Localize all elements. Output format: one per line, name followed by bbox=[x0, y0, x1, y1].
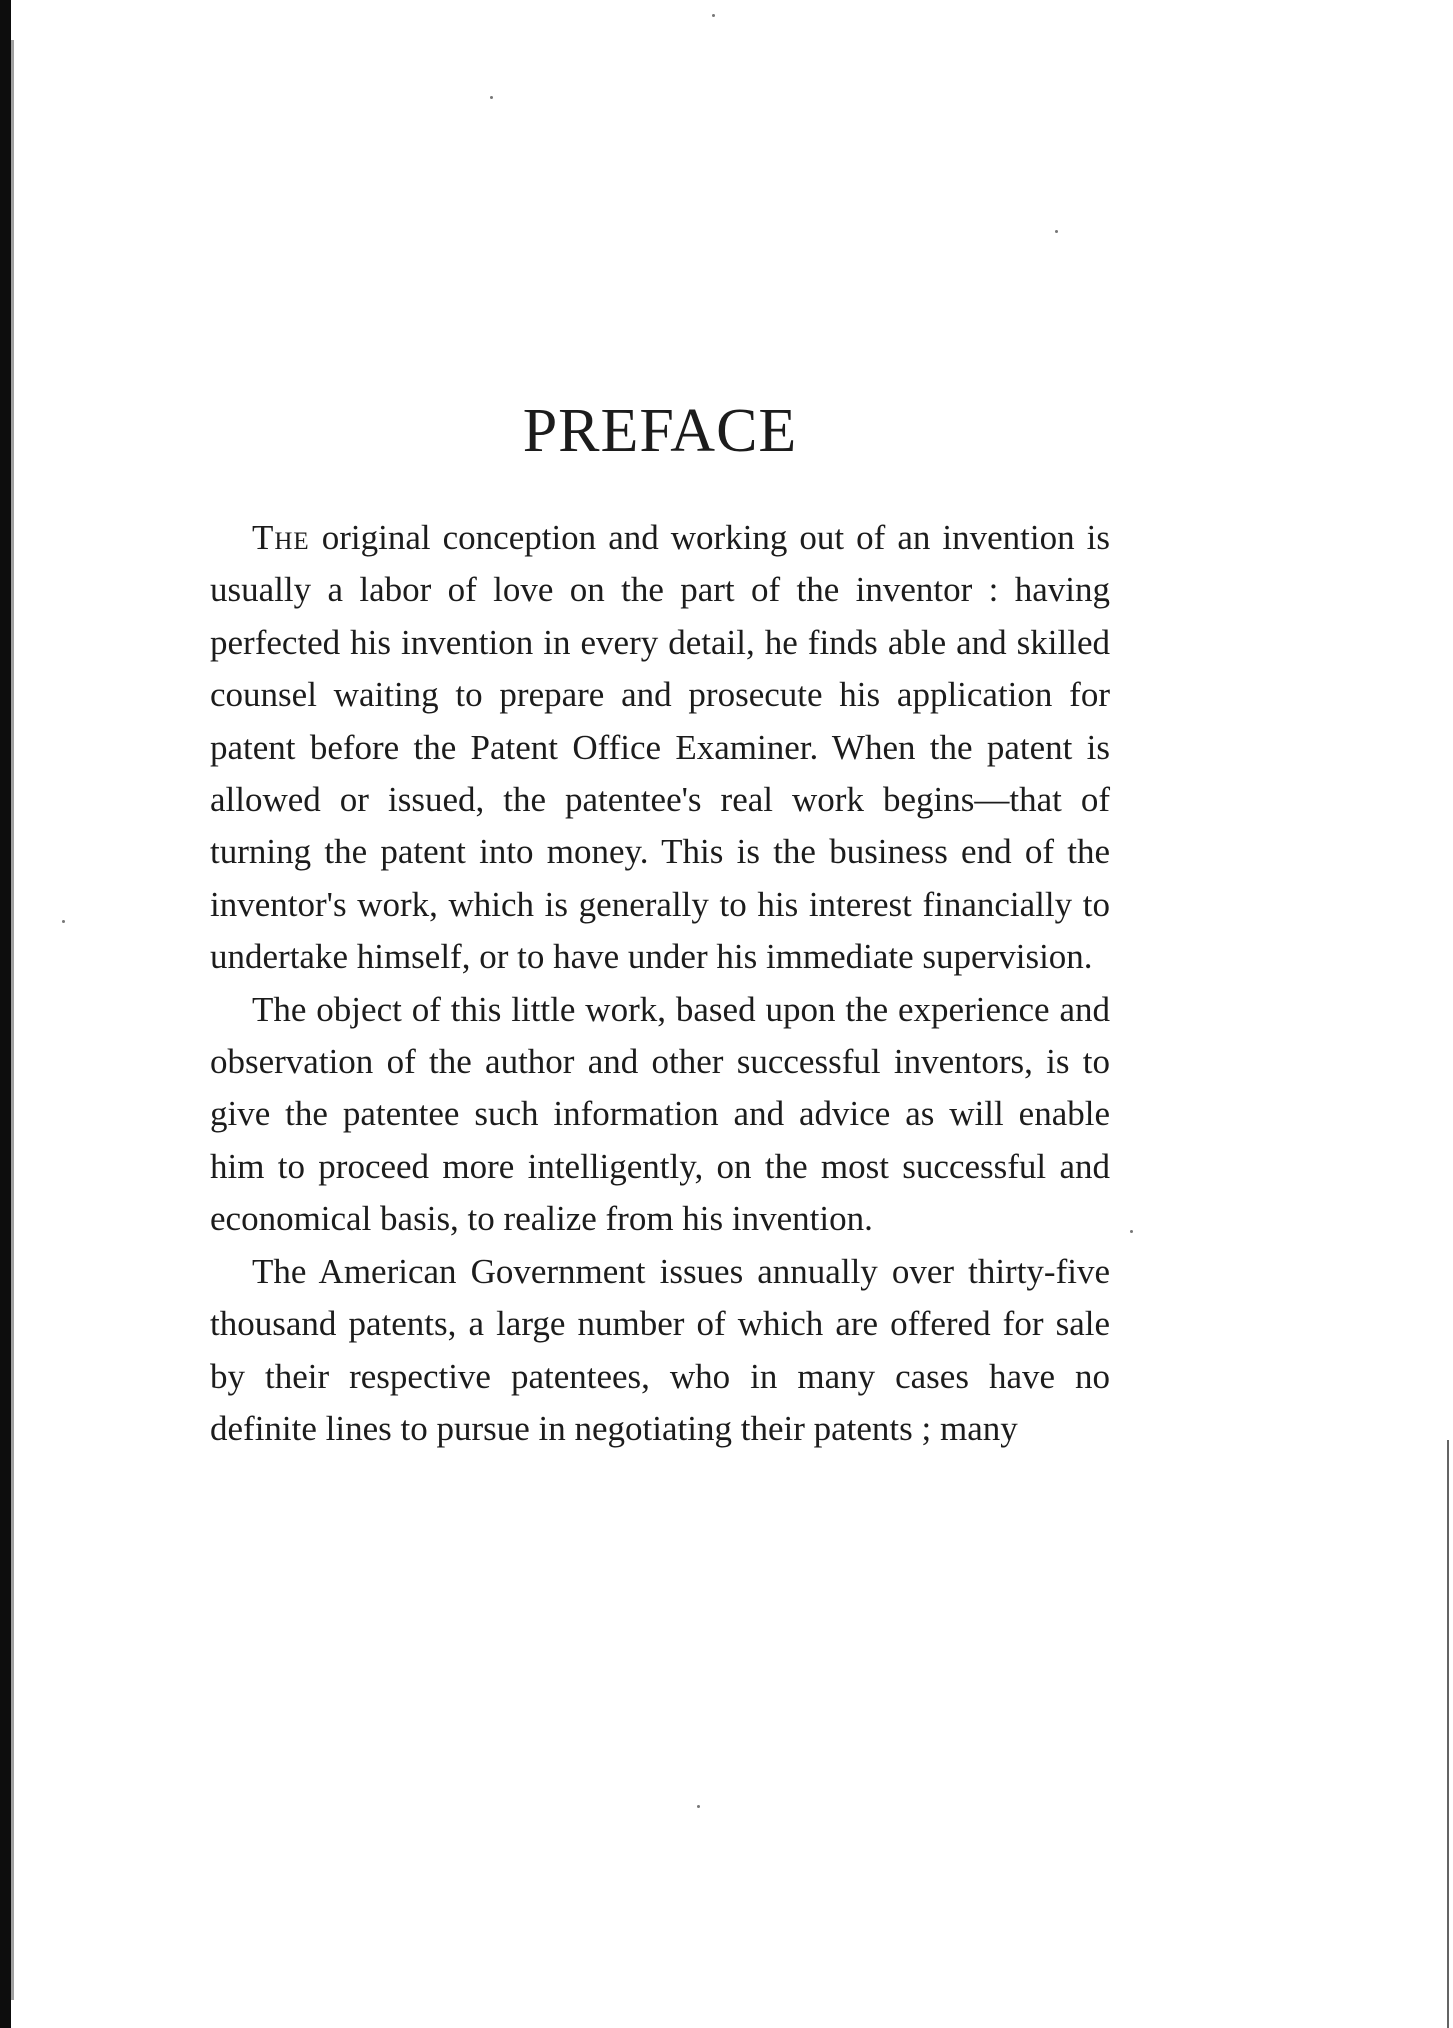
paragraph-1 bbox=[210, 512, 1110, 984]
paragraph-1-text: original conception and working out of an invention is usually a labor of love on the part of the inventor : having perfected his invention in every detail, he finds able and skilled counsel waiting to prepare and prosecute his application for patent before the Patent Office Examiner. When the patent is allowed or issued, the patentee's real work begins—that of turning the patent into money. This is the business end of the inventor's work, which is generally to his interest financially to undertake himself, or to have under his immediate supervision. bbox=[210, 518, 1110, 977]
preface-body bbox=[210, 512, 1110, 1455]
paragraph-1-lead: The bbox=[252, 518, 310, 557]
paragraph-2: The object of this little work, based upon the experience and observation of the author and other successful inventors, is to give the patentee such information and advice as will enable him to proceed more intelligently, on the most successful and economical basis, to realize from his invention. bbox=[210, 989, 1110, 1239]
paper-speck bbox=[1130, 1230, 1133, 1233]
paper-speck bbox=[490, 96, 493, 99]
paper-speck bbox=[62, 920, 65, 923]
paragraph-3: The American Government issues annually over thirty-five thousand patents, a large number of which are offered for sale by their respective patentees, who in many cases have no definite lines to pursue in negotiating their patents ; many bbox=[210, 1251, 1110, 1448]
paper-speck bbox=[1055, 230, 1058, 233]
book-spine-edge bbox=[11, 40, 14, 2000]
paper-speck bbox=[697, 1805, 700, 1808]
book-spine-shadow bbox=[0, 0, 11, 2028]
page-right-edge bbox=[1447, 1440, 1449, 2028]
page-title: PREFACE bbox=[522, 397, 798, 465]
paper-speck bbox=[712, 14, 715, 17]
